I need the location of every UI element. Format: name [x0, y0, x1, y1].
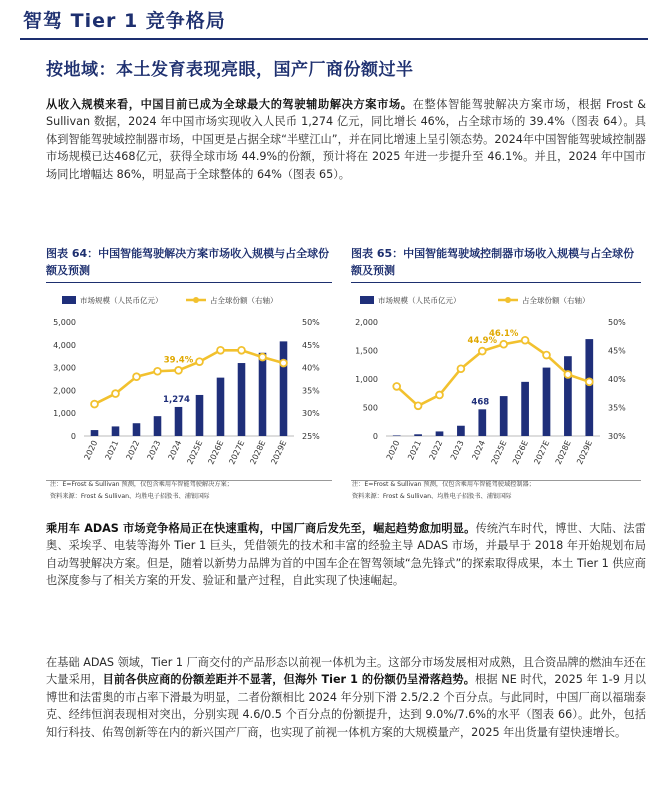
x-axis-tick-label: 2021 [406, 439, 423, 462]
y-axis-tick-label: 500 [362, 403, 378, 413]
share-data-label: 39.4% [163, 355, 194, 366]
x-axis-tick-label: 2025E [489, 439, 509, 466]
share-point-2021 [415, 402, 422, 409]
section-subtitle: 按地域：本土发育表现亮眼，国产厂商份额过半 [46, 60, 414, 80]
y-axis-tick-label: 1,000 [53, 409, 76, 419]
x-axis-tick-label: 2023 [145, 439, 163, 462]
paragraph-body: 在基础 ADAS 领域，Tier 1 厂商交付的产品形态以前视一体机为主。这部分市场发展相对成熟，且合资品牌的燃油车还在大量采用， [46, 656, 646, 687]
share-line [397, 340, 590, 406]
paragraph-basic-adas [46, 654, 646, 741]
x-axis-tick-label: 2023 [448, 439, 466, 462]
legend-bar-label: 市场规模（人民币亿元） [378, 296, 461, 305]
figure-64-chart [44, 284, 334, 480]
x-axis-tick-label: 2020 [82, 439, 100, 462]
share-point-2024 [479, 348, 486, 355]
legend-line-marker [193, 297, 199, 303]
x-axis-tick-label: 2028E [553, 439, 573, 466]
bar-2020 [393, 435, 401, 436]
share-point-2025E [196, 358, 203, 365]
share-point-2025E [500, 341, 507, 348]
x-axis-tick-label: 2022 [124, 439, 142, 462]
paragraph-lead: 乘用车 ADAS 市场竞争格局正在快速重构，中国厂商后发先至，崛起趋势愈加明显。 [46, 522, 476, 535]
y2-axis-tick-label: 25% [302, 432, 320, 441]
y-axis-tick-label: 3,000 [53, 363, 76, 373]
paragraph-lead: 从收入规模来看，中国目前已成为全球最大的驾驶辅助解决方案市场。 [46, 98, 413, 111]
paragraph-revenue-scale [46, 96, 646, 183]
bar-data-label: 468 [471, 397, 490, 408]
paragraph-body: 传统汽车时代，博世、大陆、法雷奥、采埃孚、电装等海外 Tier 1 巨头，凭借领先的技术和丰富的经验主导 ADAS 市场，并最早于 2018 年开始规划布局自动驾驶解决方案。但是，随着以新势力品牌为首的中国车企在智驾领域“急先锋式”的探索取得成果，本土 Tier 1 供应商也深度参与了相关方案的开发、验证和量产过程，自此实现了快速崛起。 [46, 522, 646, 588]
share-data-label: 46.1% [488, 329, 519, 340]
x-axis-tick-label: 2024 [166, 439, 184, 462]
share-point-2024 [175, 367, 182, 374]
paragraph-body: 在整体智能驾驶解决方案市场，根据 Frost & Sullivan 数据，2024 年中国市场实现收入人民币 1,274 亿元，同比增长 46%，占全球市场的 39.4%（图表 64）。具体到智能驾驶域控制器市场，中国更是占据全球“半壁江山”，并在同比增速上呈引领态势。2024年中国智能驾驶域控制器市场规模已达468亿元，获得全球市场 44.9%的份额，预计将在 2025 年进一步提升至 46.1%。并且，2024 年中国市场同比增幅达 86%，明显高于全球整体的 64%（图表 65）。 [46, 98, 646, 181]
legend-line-label: 占全球份额（右轴） [210, 296, 278, 305]
y-axis-tick-label: 1,000 [355, 375, 378, 384]
bar-2028E [564, 356, 572, 436]
y-axis-tick-label: 1,500 [355, 346, 378, 356]
y-axis-tick-label: 0 [70, 432, 76, 441]
figure-65-rule [351, 282, 641, 283]
y2-axis-tick-label: 35% [302, 386, 320, 396]
share-point-2022 [436, 392, 443, 399]
y2-axis-tick-label: 45% [302, 340, 320, 350]
bar-2025E [196, 395, 204, 436]
figure-65-chart [346, 284, 642, 480]
bar-2025E [500, 396, 508, 436]
figure-64-note: 注：E=Frost & Sullivan 预测，仅包含乘用车智能驾驶解决方案； [50, 481, 233, 488]
section-title: 智驾 Tier 1 竞争格局 [23, 10, 226, 32]
x-axis-tick-label: 2029E [575, 439, 595, 466]
bar-2029E [280, 341, 288, 436]
y-axis-tick-label: 2,000 [355, 318, 378, 327]
bar-2029E [585, 339, 593, 436]
share-point-2021 [112, 390, 119, 397]
x-axis-tick-label: 2021 [103, 439, 121, 462]
bar-2022 [436, 431, 444, 436]
paragraph-adas-competition [46, 520, 646, 590]
legend-bar-swatch [62, 296, 76, 304]
y2-axis-tick-label: 35% [608, 403, 626, 413]
bar-2028E [259, 353, 267, 436]
figure-65-note: 注：E=Frost & Sullivan 预测，仅包含乘用车智能驾驶域控制器； [352, 481, 535, 488]
share-point-2029E [280, 360, 287, 367]
x-axis-tick-label: 2028E [248, 439, 268, 466]
share-point-2027E [238, 347, 245, 354]
paragraph-emphasis: 目前各供应商的份额差距并不显著，但海外 Tier 1 的份额仍呈滑落趋势。 [102, 673, 476, 687]
y2-axis-tick-label: 50% [608, 318, 626, 327]
share-point-2020 [91, 401, 98, 408]
x-axis-tick-label: 2020 [384, 439, 402, 462]
x-axis-tick-label: 2024 [470, 439, 488, 462]
share-point-2026E [522, 337, 529, 344]
y-axis-tick-label: 0 [372, 432, 378, 441]
y-axis-tick-label: 4,000 [53, 340, 76, 350]
x-axis-tick-label: 2026E [206, 439, 226, 466]
x-axis-tick-label: 2025E [185, 439, 205, 466]
bar-2023 [154, 416, 162, 436]
y2-axis-tick-label: 40% [302, 363, 320, 373]
bar-2021 [414, 434, 422, 436]
bar-2022 [133, 423, 141, 436]
paragraph-body-cont: 根据 NE 时代，2025 年 1-9 月以博世和法雷奥的市占率下滑最为明显，二者份额相比 2024 年分别下滑 2.5/2.2 个百分点。与此同时，中国厂商以福瑞泰克、经纬恒润表现相对突出，分别实现 4.6/0.5 个百分点的份额提升，达到 9.0%/7.6%的水平（图表 66）。此外，包括知行科技、佑驾创新等在内的新兴国产厂商，也实现了前视一体机方案的大规模量产，2025 年出货量有望快速增长。 [46, 673, 646, 739]
share-point-2027E [543, 352, 550, 359]
share-point-2028E [259, 354, 266, 361]
y2-axis-tick-label: 40% [608, 375, 626, 384]
x-axis-tick-label: 2027E [532, 439, 552, 466]
legend-line-label: 占全球份额（右轴） [522, 296, 590, 305]
bar-2021 [112, 426, 120, 436]
share-point-2029E [586, 378, 593, 385]
share-point-2023 [154, 368, 161, 375]
figure-64-source: 资料来源：Frost & Sullivan、均胜电子招股书、浦银国际 [50, 493, 210, 500]
legend-bar-label: 市场规模（人民币亿元） [80, 296, 163, 305]
share-point-2023 [458, 365, 465, 372]
y-axis-tick-label: 5,000 [53, 318, 76, 327]
bar-2027E [543, 368, 551, 436]
bar-2024 [478, 409, 486, 436]
y-axis-tick-label: 2,000 [53, 386, 76, 396]
bar-data-label: 1,274 [163, 394, 190, 405]
x-axis-tick-label: 2029E [269, 439, 289, 466]
title-divider [20, 38, 648, 40]
bar-2026E [217, 378, 225, 436]
y2-axis-tick-label: 30% [608, 432, 626, 441]
bar-2026E [521, 382, 529, 436]
share-point-2020 [393, 383, 400, 390]
figure-64-rule [46, 282, 332, 283]
y2-axis-tick-label: 45% [608, 346, 626, 356]
bar-2024 [175, 407, 183, 436]
legend-line-marker [505, 297, 511, 303]
share-data-label: 44.9% [467, 336, 498, 347]
share-point-2026E [217, 347, 224, 354]
x-axis-tick-label: 2026E [511, 439, 530, 466]
figure-65-source: 资料来源：Frost & Sullivan、均胜电子招股书、浦银国际 [352, 493, 512, 500]
y2-axis-tick-label: 50% [302, 318, 320, 327]
x-axis-tick-label: 2027E [227, 439, 247, 466]
figure-65-title: 图表 65：中国智能驾驶域控制器市场收入规模与占全球份额及预测 [351, 247, 635, 277]
y2-axis-tick-label: 30% [302, 409, 320, 419]
figure-64-title: 图表 64：中国智能驾驶解决方案市场收入规模与占全球份额及预测 [46, 247, 330, 277]
bar-2023 [457, 426, 465, 436]
x-axis-tick-label: 2022 [427, 439, 445, 462]
legend-bar-swatch [360, 296, 374, 304]
share-point-2028E [565, 371, 572, 378]
bar-2020 [91, 430, 99, 436]
share-point-2022 [133, 373, 140, 380]
bar-2027E [238, 363, 246, 436]
